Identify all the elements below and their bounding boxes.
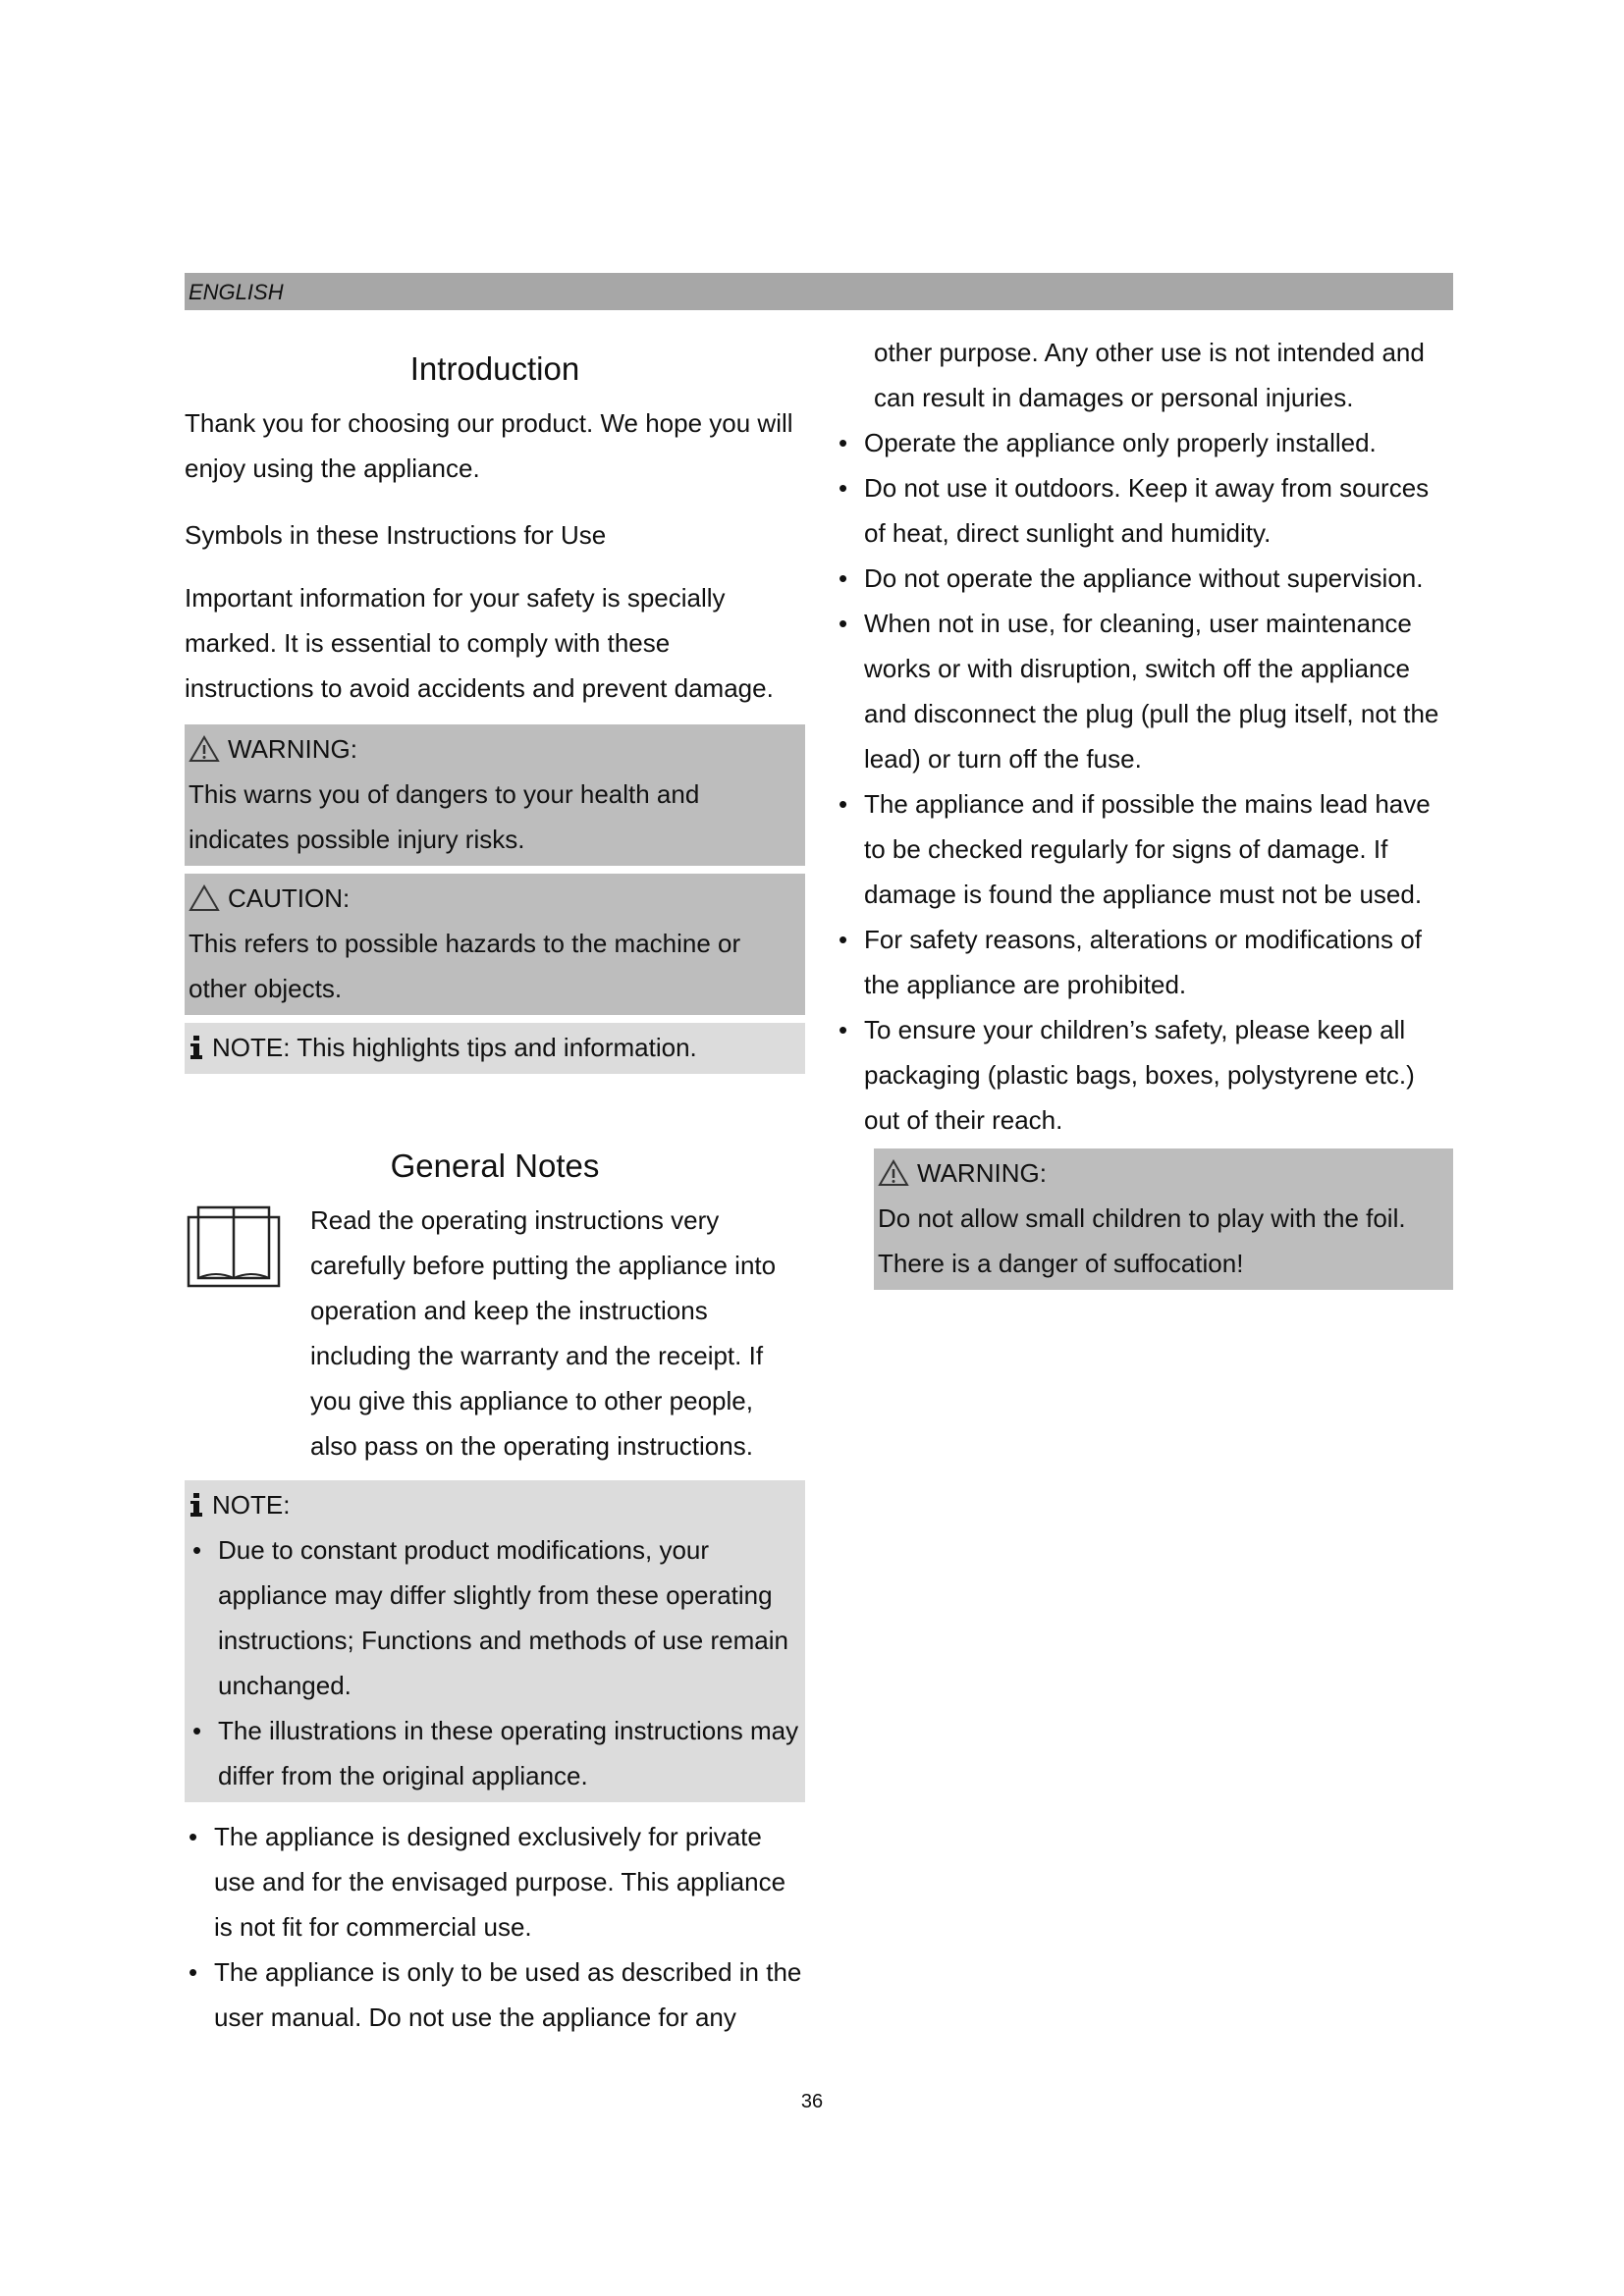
introduction-heading: Introduction — [409, 350, 580, 387]
warning-box-2 — [874, 1148, 1453, 1290]
note2-label: NOTE: — [212, 1490, 291, 1520]
note-text: This highlights tips and information. — [297, 1033, 697, 1062]
warning-triangle-icon — [878, 1159, 909, 1187]
symbols-heading: Symbols in these Instructions for Use — [185, 520, 607, 550]
read-instructions-block — [185, 1198, 805, 1468]
caution-triangle-icon — [189, 884, 220, 912]
language-bar — [185, 273, 1453, 310]
list-item: • The appliance and if possible the mains lead have to be checked regularly for signs of damage. If damage is found the appliance must not be used. — [835, 781, 1453, 917]
list-item: • Do not operate the appliance without supervision. — [835, 556, 1453, 601]
list-item: • When not in use, for cleaning, user maintenance works or with disruption, switch off the appliance and disconnect the plug (pull the plug itself, not the lead) or turn off the fuse. — [835, 601, 1453, 781]
info-icon — [189, 1034, 204, 1061]
list-item: • Do not use it outdoors. Keep it away from sources of heat, direct sunlight and humidity. — [835, 465, 1453, 556]
page-number: 36 — [800, 2091, 824, 2112]
continuation-text: other purpose. Any other use is not intended and can result in damages or personal injuries. — [874, 338, 1425, 412]
list-item: • Operate the appliance only properly installed. — [835, 420, 1453, 465]
list-item: • The illustrations in these operating instructions may differ from the original appliance. — [189, 1708, 799, 1798]
info-icon — [189, 1491, 204, 1519]
list-item: • To ensure your children’s safety, please keep all packaging (plastic bags, boxes, polystyrene etc.) out of their reach. — [835, 1007, 1453, 1143]
note-box — [185, 1023, 805, 1074]
warning-triangle-icon — [189, 735, 220, 763]
warning-label-2: WARNING: — [917, 1158, 1047, 1188]
open-book-icon — [187, 1205, 281, 1288]
caution-text: This refers to possible hazards to the machine or other objects. — [189, 929, 741, 1003]
right-column — [835, 330, 1453, 1298]
warning-label: WARNING: — [228, 734, 357, 764]
note-box-2 — [185, 1480, 805, 1802]
note-label: NOTE: — [212, 1033, 291, 1062]
list-item: • Due to constant product modifications, your appliance may differ slightly from these operating instructions; Functions and methods of use remain unchanged. — [189, 1527, 799, 1708]
general-notes-text: Read the operating instructions very carefully before putting the appliance into operation and keep the instructions including the warranty and the receipt. If you give this appliance to other people, also pass on the operating instructions. — [310, 1205, 777, 1461]
caution-label: CAUTION: — [228, 883, 351, 913]
list-item: • The appliance is designed exclusively for private use and for the envisaged purpose. This appliance is not fit for commercial use. — [185, 1814, 805, 1949]
caution-box — [185, 874, 805, 1015]
left-column — [185, 330, 805, 2040]
warning-text-2: Do not allow small children to play with the foil. There is a danger of suffocation! — [878, 1203, 1406, 1278]
warning-box — [185, 724, 805, 866]
language-label: ENGLISH — [189, 280, 284, 304]
list-item: • For safety reasons, alterations or modifications of the appliance are prohibited. — [835, 917, 1453, 1007]
general-notes-heading: General Notes — [390, 1148, 600, 1184]
symbols-paragraph: Important information for your safety is specially marked. It is essential to comply with these instructions to avoid accidents and prevent damage. — [185, 583, 774, 703]
warning-text: This warns you of dangers to your health and indicates possible injury risks. — [189, 779, 700, 854]
list-item: • The appliance is only to be used as described in the user manual. Do not use the appliance for any — [185, 1949, 805, 2040]
intro-paragraph: Thank you for choosing our product. We hope you will enjoy using the appliance. — [185, 408, 793, 483]
